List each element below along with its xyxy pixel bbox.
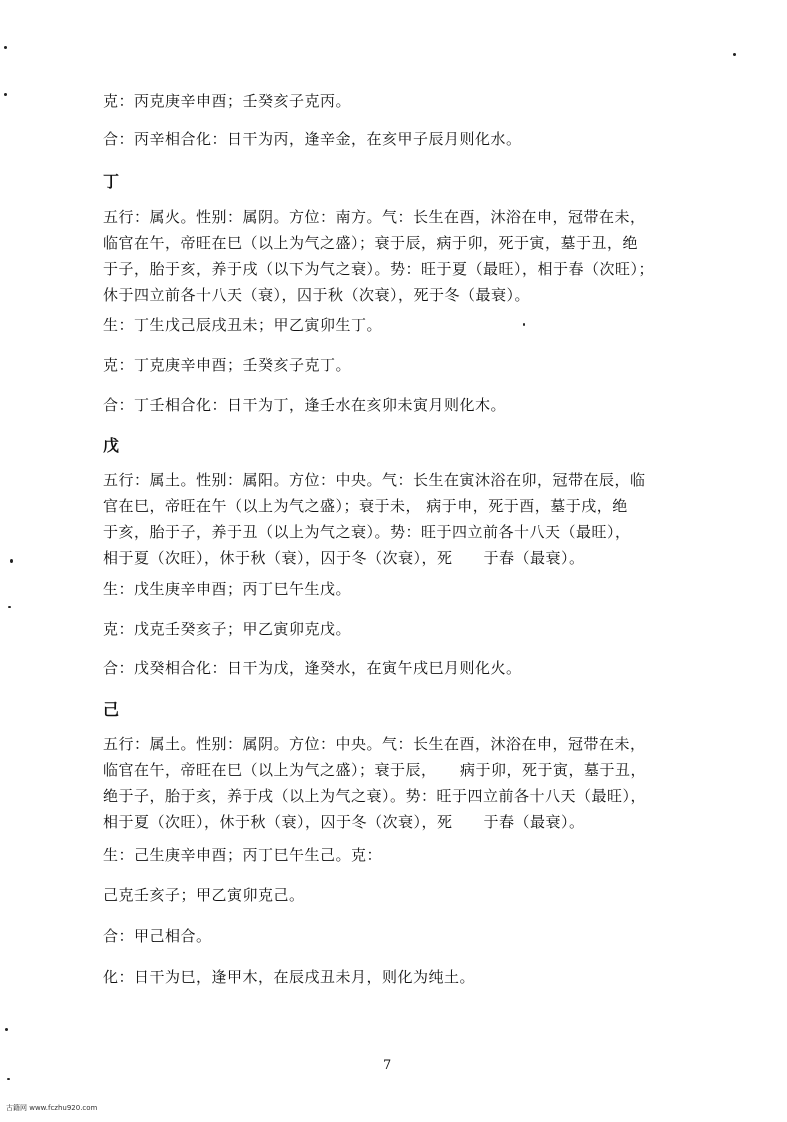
- text-line: 克：丁克庚辛申酉；壬癸亥子克丁。: [103, 356, 352, 374]
- text-line: 于亥，胎于子，养于丑（以上为气之衰）。势：旺于四立前各十八天（最旺），: [103, 523, 631, 541]
- text-line: 官在巳，帝旺在午（以上为气之盛）；衰于未， 病于申，死于酉，墓于戌，绝: [103, 497, 628, 515]
- text-line: 己克壬亥子；甲乙寅卯克己。: [103, 886, 305, 904]
- text-line: 相于夏（次旺），休于秋（衰），囚于冬（次衰），死 于春（最衰）。: [103, 813, 585, 831]
- text-line: 相于夏（次旺），休于秋（衰），囚于冬（次衰），死 于春（最衰）。: [103, 549, 585, 567]
- section-heading: 丁: [103, 172, 120, 191]
- paragraph: [103, 467, 646, 571]
- text-line: 合：戊癸相合化：日干为戊，逢癸水，在寅午戌巳月则化火。: [103, 659, 522, 677]
- text-line: 绝于子，胎于亥，养于戌（以上为气之衰）。势：旺于四立前各十八天（最旺），: [103, 787, 647, 805]
- scan-speck: [733, 53, 736, 56]
- text-line: 五行：属土。性别：属阴。方位：中央。气：长生在酉，沐浴在申，冠带在未，: [103, 735, 646, 753]
- text-line: 克：戊克壬癸亥子；甲乙寅卯克戊。: [103, 620, 352, 638]
- scan-speck: [4, 46, 7, 49]
- scan-speck: [10, 559, 13, 563]
- text-line: 合：丙辛相合化：日干为丙，逢辛金，在亥甲子辰月则化水。: [103, 130, 522, 148]
- text-line: 克：丙克庚辛申酉；壬癸亥子克丙。: [103, 92, 352, 110]
- text-line: 生：己生庚辛申酉；丙丁巳午生己。克：: [103, 846, 383, 864]
- text-line: 生：戊生庚辛申酉；丙丁巳午生戊。: [103, 580, 352, 598]
- text-line: 五行：属火。性别：属阴。方位：南方。气：长生在酉，沐浴在申，冠带在未，: [103, 208, 646, 226]
- text-line: 合：甲己相合。: [103, 927, 212, 945]
- text-line: 于子，胎于亥，养于戌（以下为气之衰）。势：旺于夏（最旺），相于春（次旺）；: [103, 260, 655, 278]
- text-line: 化：日干为巳，逢甲木，在辰戌丑未月，则化为纯土。: [103, 968, 476, 986]
- section-heading: 戊: [103, 436, 120, 455]
- text-line: 临官在午，帝旺在巳（以上为气之盛）；衰于辰， 病于卯，死于寅，墓于丑，: [103, 761, 647, 779]
- scan-speck: [8, 606, 11, 608]
- section-heading: 己: [103, 700, 120, 719]
- text-line: 合：丁壬相合化：日干为丁，逢壬水在亥卯未寅月则化木。: [103, 396, 507, 414]
- paragraph: [103, 731, 646, 835]
- scan-speck: [523, 323, 525, 326]
- paragraph: [103, 204, 654, 308]
- text-line: 休于四立前各十八天（衰），囚于秋（次衰），死于冬（最衰）。: [103, 286, 531, 304]
- text-line: 生：丁生戊己辰戌丑未；甲乙寅卯生丁。: [103, 316, 383, 334]
- footer-watermark: 古籍网 www.fczhu920.com: [6, 1104, 98, 1112]
- scan-speck: [7, 1078, 10, 1080]
- scan-speck: [5, 1028, 8, 1031]
- text-line: 五行：属土。性别：属阳。方位：中央。气：长生在寅沐浴在卯，冠带在辰，临: [103, 471, 646, 489]
- scan-speck: [4, 93, 7, 96]
- text-line: 临官在午，帝旺在巳（以上为气之盛）；衰于辰，病于卯，死于寅，墓于丑，绝: [103, 234, 639, 252]
- page-number: 7: [383, 1058, 392, 1073]
